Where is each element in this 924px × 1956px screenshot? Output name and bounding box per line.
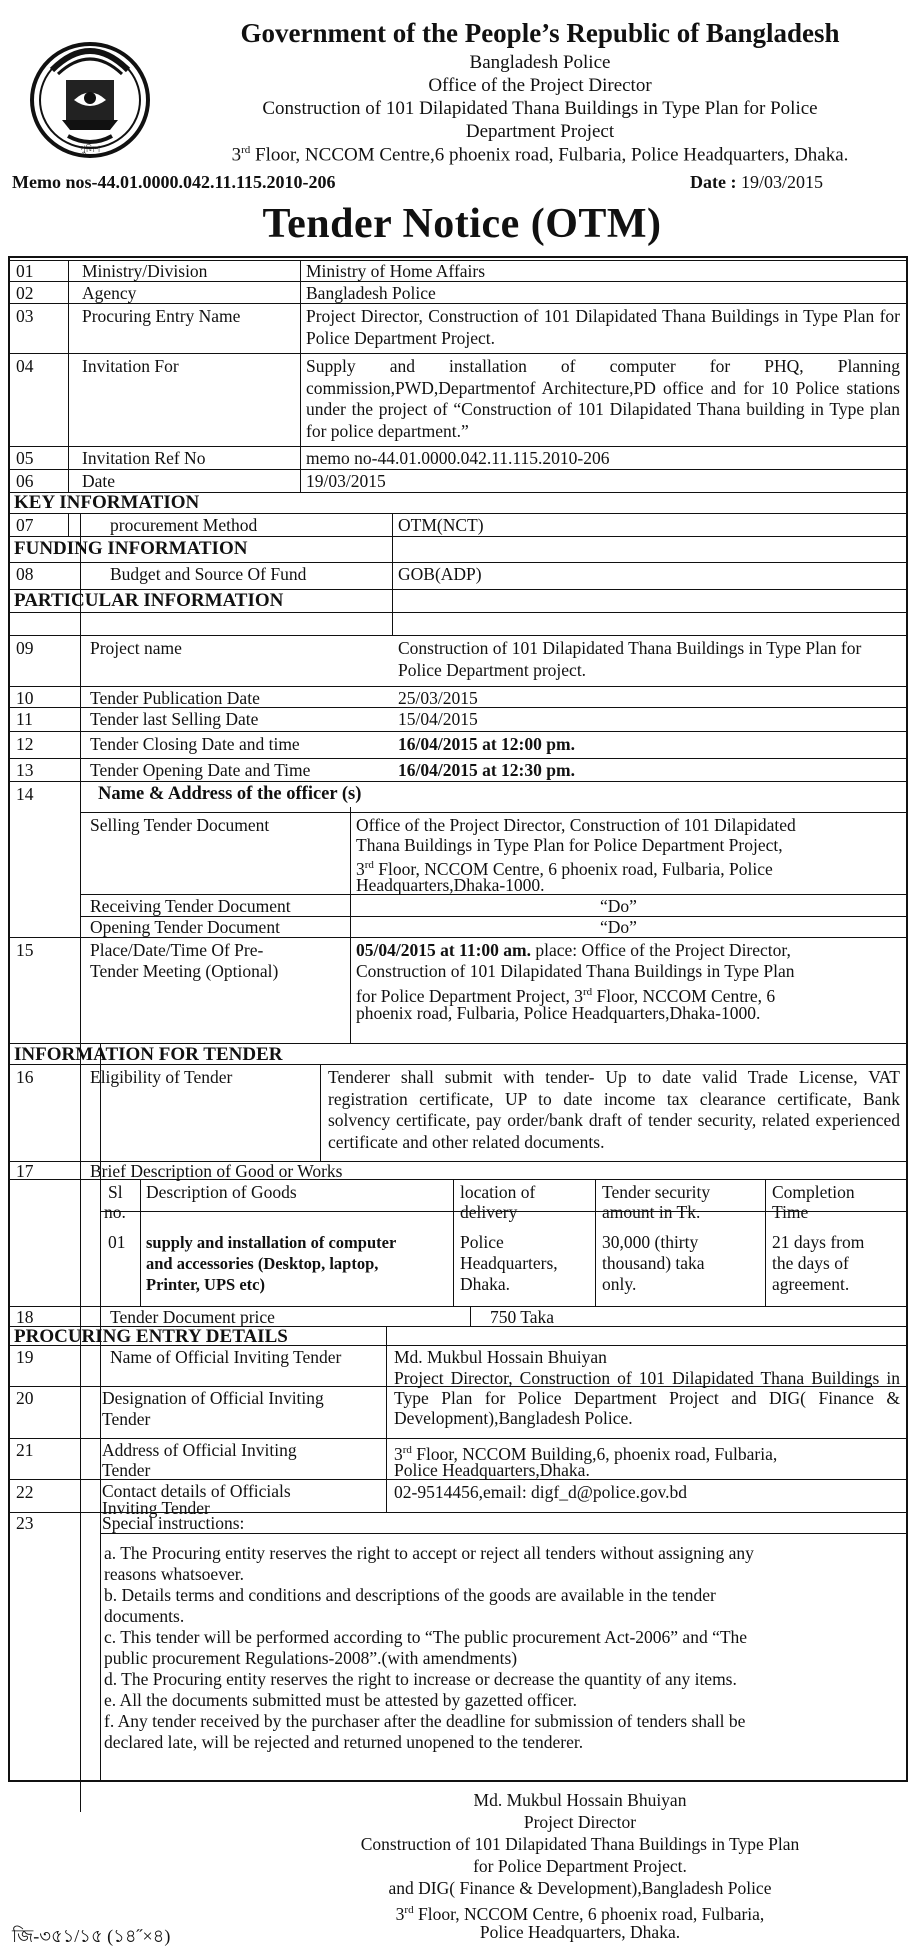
row-22-no: 22	[16, 1482, 34, 1502]
row-10-label: Tender Publication Date	[90, 688, 260, 708]
special-instructions-label: Special instructions:	[102, 1513, 245, 1533]
row-01-value: Ministry of Home Affairs	[306, 261, 486, 281]
svg-text:পুলিশ: পুলিশ	[79, 145, 101, 155]
row-01-no: 01	[16, 261, 34, 281]
row-15-value-line3: for Police Department Project, 3rd Floor, NCCOM Centre, 6	[356, 985, 776, 1006]
row-08-value: GOB(ADP)	[398, 564, 482, 584]
row-21-no: 21	[16, 1440, 34, 1460]
instruction-a-line1: a. The Procuring entity reserves the right to accept or reject all tenders without assigning any	[104, 1543, 754, 1563]
signatory-title: Project Director	[523, 1812, 637, 1832]
goods-item-desc-3: Printer, UPS etc)	[146, 1275, 265, 1294]
key-information-heading: KEY INFORMATION	[14, 492, 200, 513]
row-14-label: Name & Address of the officer (s)	[98, 784, 362, 804]
row-12-label: Tender Closing Date and time	[90, 734, 300, 754]
goods-item-sl: 01	[108, 1232, 126, 1252]
row-05-value: memo no-44.01.0000.042.11.115.2010-206	[306, 448, 610, 468]
row-15-label-line1: Place/Date/Time Of Pre-	[90, 940, 264, 960]
signatory-project-line1: Construction of 101 Dilapidated Thana Buildings in Type Plan	[360, 1834, 800, 1854]
row-13-value: 16/04/2015 at 12:30 pm.	[398, 760, 575, 780]
goods-col-sl-1: Sl	[108, 1182, 123, 1202]
header-address: 3rd Floor, NCCOM Centre,6 phoenix road, Fulbaria, Police Headquarters, Dhaka.	[231, 144, 849, 166]
row-22-label-line2: Inviting Tender	[102, 1498, 210, 1518]
row-10-no: 10	[16, 688, 34, 708]
goods-item-desc-1: supply and installation of computer	[146, 1233, 397, 1252]
information-for-tender-heading: INFORMATION FOR TENDER	[14, 1044, 283, 1065]
row-20-label-line2: Tender	[102, 1409, 151, 1429]
goods-col-location-1: location of	[460, 1182, 536, 1202]
row-17-label: Brief Description of Good or Works	[90, 1161, 343, 1181]
row-10-value: 25/03/2015	[398, 688, 478, 708]
row-07-label: procurement Method	[110, 515, 258, 535]
goods-item-location-2: Headquarters,	[460, 1253, 558, 1273]
row-07-value: OTM(NCT)	[398, 515, 484, 535]
notice-title: Tender Notice (OTM)	[262, 201, 662, 247]
row-02-label: Agency	[82, 283, 137, 303]
goods-item-desc-2: and accessories (Desktop, laptop,	[146, 1254, 379, 1273]
row-20-value: Project Director, Construction of 101 Dilapidated Thana Buildings in Type Plan for Police Department Project and DIG( Finance & Development),Bangladesh Police.	[394, 1368, 900, 1428]
row-04-value: Supply and installation of computer for PHQ, Planning commission,PWD,Departmentof Architecture,PD office and for 10 Police stations under the project of “Construction of 101 Dilapidated Thana building in Type plan for police department.”	[306, 356, 900, 441]
row-06-value: 19/03/2015	[306, 471, 386, 491]
row-09-label: Project name	[90, 638, 182, 658]
row-04-label: Invitation For	[82, 356, 179, 376]
selling-tender-line3: 3rd Floor, NCCOM Centre, 6 phoenix road, Fulbaria, Police	[356, 858, 773, 879]
row-21-label-line2: Tender	[102, 1460, 151, 1480]
row-15-value-line2: Construction of 101 Dilapidated Thana Buildings in Type Plan	[356, 961, 795, 981]
row-03-label: Procuring Entry Name	[82, 306, 241, 326]
row-07-no: 07	[16, 515, 34, 535]
row-16-no: 16	[16, 1067, 34, 1087]
row-03-value: Project Director, Construction of 101 Dilapidated Thana Buildings in Type Plan for Police Department Project.	[306, 306, 900, 348]
row-11-value: 15/04/2015	[398, 709, 478, 729]
row-21-label-line1: Address of Official Inviting	[102, 1440, 297, 1460]
row-08-label: Budget and Source Of Fund	[110, 564, 307, 584]
goods-item-security-2: thousand) taka	[602, 1253, 705, 1273]
instruction-e: e. All the documents submitted must be attested by gazetted officer.	[104, 1690, 578, 1710]
selling-tender-line4: Headquarters,Dhaka-1000.	[356, 875, 545, 895]
publication-code: জি-৩৫১/১৫ (১৪˝×৪)	[12, 1926, 171, 1946]
project-title-line2: Department Project	[465, 121, 615, 142]
row-05-no: 05	[16, 448, 34, 468]
signatory-project-line2: for Police Department Project.	[473, 1856, 687, 1876]
row-15-value-line1: 05/04/2015 at 11:00 am. place: Office of the Project Director,	[356, 940, 791, 960]
row-11-label: Tender last Selling Date	[90, 709, 259, 729]
goods-item-completion-3: agreement.	[772, 1274, 850, 1294]
signatory-address-line2: Police Headquarters, Dhaka.	[479, 1922, 681, 1942]
procuring-entry-heading: PROCURING ENTRY DETAILS	[14, 1326, 288, 1347]
row-21-value-line1: 3rd Floor, NCCOM Building,6, phoenix road, Fulbaria,	[394, 1443, 778, 1464]
row-15-value-line4: phoenix road, Fulbaria, Police Headquarters,Dhaka-1000.	[356, 1003, 761, 1023]
memo-number: Memo nos-44.01.0000.042.11.115.2010-206	[12, 172, 336, 192]
row-18-label: Tender Document price	[110, 1307, 275, 1327]
selling-tender-label: Selling Tender Document	[90, 815, 270, 835]
row-04-no: 04	[16, 356, 34, 376]
row-19-no: 19	[16, 1347, 34, 1367]
instruction-c-line1: c. This tender will be performed according to “The public procurement Act-2006” and “The	[104, 1627, 748, 1647]
row-19-value: Md. Mukbul Hossain Bhuiyan	[394, 1347, 607, 1367]
government-title: Government of the People’s Republic of Bangladesh	[240, 18, 840, 48]
signatory-name: Md. Mukbul Hossain Bhuiyan	[473, 1790, 687, 1810]
instruction-a-line2: reasons whatsoever.	[104, 1564, 244, 1584]
row-22-value: 02-9514456,email: digf_d@police.gov.bd	[394, 1482, 687, 1502]
receiving-tender-value: “Do”	[600, 896, 637, 916]
row-20-no: 20	[16, 1388, 34, 1408]
row-16-value: Tenderer shall submit with tender- Up to date valid Trade License, VAT registration certificate, UP to date income tax clearance certificate, Bank solvency certificate, pay order/bank draft of tender security, related experienced certificate and other related documents.	[328, 1067, 900, 1152]
row-09-value: Construction of 101 Dilapidated Thana Buildings in Type Plan for Police Department project.	[398, 638, 862, 680]
goods-item-completion-1: 21 days from	[772, 1232, 865, 1252]
instruction-b-line2: documents.	[104, 1606, 185, 1626]
row-02-no: 02	[16, 283, 34, 303]
opening-tender-label: Opening Tender Document	[90, 917, 280, 937]
row-02-value: Bangladesh Police	[306, 283, 436, 303]
goods-col-location-2: delivery	[460, 1202, 518, 1222]
row-14-no: 14	[16, 784, 34, 804]
row-12-value: 16/04/2015 at 12:00 pm.	[398, 734, 575, 754]
row-01-label: Ministry/Division	[82, 261, 208, 281]
row-15-label-line2: Tender Meeting (Optional)	[90, 961, 279, 981]
row-16-label: Eligibility of Tender	[90, 1067, 233, 1087]
goods-col-security-2: amount in Tk.	[602, 1202, 701, 1222]
row-06-no: 06	[16, 471, 34, 491]
goods-item-location-1: Police	[460, 1232, 504, 1252]
project-title-line1: Construction of 101 Dilapidated Thana Buildings in Type Plan for Police	[262, 98, 818, 119]
goods-col-completion-2: Time	[772, 1202, 809, 1222]
row-11-no: 11	[16, 709, 33, 729]
row-15-no: 15	[16, 940, 34, 960]
row-08-no: 08	[16, 564, 34, 584]
goods-col-description: Description of Goods	[146, 1182, 297, 1202]
row-18-value: 750 Taka	[490, 1307, 555, 1327]
signatory-dig: and DIG( Finance & Development),Bangladesh Police	[388, 1878, 772, 1898]
row-18-no: 18	[16, 1307, 34, 1327]
row-21-value-line2: Police Headquarters,Dhaka.	[394, 1460, 590, 1480]
row-12-no: 12	[16, 734, 34, 754]
police-title: Bangladesh Police	[469, 52, 611, 73]
row-13-no: 13	[16, 760, 34, 780]
bangladesh-police-emblem-icon	[22, 30, 158, 162]
row-23-no: 23	[16, 1513, 34, 1533]
particular-information-heading: PARTICULAR INFORMATION	[14, 590, 284, 611]
instruction-b-line1: b. Details terms and conditions and descriptions of the goods are available in the tender	[104, 1585, 716, 1605]
row-20-label-line1: Designation of Official Inviting	[102, 1388, 324, 1408]
signatory-address-line1: 3rd Floor, NCCOM Centre, 6 phoenix road, Fulbaria,	[395, 1903, 765, 1924]
goods-item-security-1: 30,000 (thirty	[602, 1232, 699, 1252]
row-22-label-line1: Contact details of Officials	[102, 1481, 291, 1501]
instruction-c-line2: public procurement Regulations-2008”.(with amendments)	[104, 1648, 518, 1668]
goods-item-location-3: Dhaka.	[460, 1274, 511, 1294]
instruction-d: d. The Procuring entity reserves the right to increase or decrease the quantity of any items.	[104, 1669, 737, 1689]
instruction-f-line1: f. Any tender received by the purchaser after the deadline for submission of tenders shall be	[104, 1711, 746, 1731]
selling-tender-line1: Office of the Project Director, Construction of 101 Dilapidated	[356, 815, 796, 835]
goods-col-completion-1: Completion	[772, 1182, 855, 1202]
row-05-label: Invitation Ref No	[82, 448, 206, 468]
instruction-f-line2: declared late, will be rejected and returned unopened to the tenderer.	[104, 1732, 584, 1752]
receiving-tender-label: Receiving Tender Document	[90, 896, 291, 916]
opening-tender-value: “Do”	[600, 917, 637, 937]
row-06-label: Date	[82, 471, 116, 491]
row-19-label: Name of Official Inviting Tender	[110, 1347, 342, 1367]
goods-col-sl-2: no.	[104, 1202, 126, 1222]
selling-tender-line2: Thana Buildings in Type Plan for Police Department Project,	[356, 835, 783, 855]
row-17-no: 17	[16, 1161, 34, 1181]
office-title: Office of the Project Director	[428, 75, 652, 96]
row-09-no: 09	[16, 638, 34, 658]
funding-information-heading: FUNDING INFORMATION	[14, 538, 248, 559]
goods-item-security-3: only.	[602, 1274, 637, 1294]
memo-date: Date : 19/03/2015	[690, 172, 823, 192]
goods-col-security-1: Tender security	[602, 1182, 711, 1202]
row-03-no: 03	[16, 306, 34, 326]
goods-item-completion-2: the days of	[772, 1253, 849, 1273]
row-13-label: Tender Opening Date and Time	[90, 760, 311, 780]
